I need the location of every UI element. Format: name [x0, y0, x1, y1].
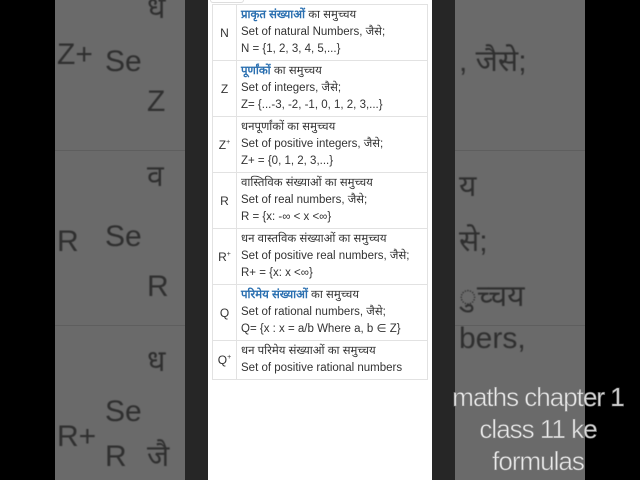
set-symbol — [213, 61, 237, 117]
hindi-title — [241, 7, 423, 24]
hindi-text: धनपूर्णांकों का समुच्चय — [241, 121, 336, 133]
bg-text: Se — [105, 395, 142, 428]
example-text: Q= {x : x = a/b Where a, b ∈ Z} — [241, 323, 401, 335]
bg-text: व — [147, 160, 164, 193]
bg-text: ध — [147, 345, 166, 378]
hindi-text: का समुच्चय — [305, 9, 357, 21]
symbol-sup: + — [226, 250, 231, 258]
hindi-link[interactable]: प्राकृत संख्याओं — [241, 9, 306, 21]
bg-text: R — [57, 225, 79, 258]
number-sets-table — [212, 4, 428, 380]
example-text: R+ = {x: x <∞} — [241, 267, 313, 279]
set-description — [237, 5, 428, 61]
bg-text: R — [105, 440, 127, 473]
set-symbol — [213, 117, 237, 173]
table-row — [213, 5, 428, 61]
table-row — [213, 173, 428, 229]
symbol-letter: Q — [219, 305, 230, 320]
hindi-text: धन परिमेय संख्याओं का समुच्चय — [241, 345, 376, 357]
symbol-letter: R — [220, 193, 229, 208]
symbol-letter: R — [218, 249, 227, 264]
symbol-letter: Z — [218, 137, 227, 152]
symbol-sup: + — [227, 354, 232, 361]
english-text: Set of real numbers, जैसे; — [241, 194, 368, 206]
bg-text: R — [147, 270, 169, 303]
overlay-caption-line1: maths chapter 1 — [452, 382, 624, 412]
hindi-title — [241, 231, 423, 248]
blurred-background-left — [55, 0, 185, 480]
set-description — [237, 61, 428, 117]
set-description — [237, 173, 428, 229]
bg-text: जै — [147, 440, 170, 473]
set-symbol — [213, 229, 237, 285]
set-symbol — [213, 285, 237, 341]
set-symbol — [213, 5, 237, 61]
set-description — [237, 117, 428, 173]
example-text: Z= {...-3, -2, -1, 0, 1, 2, 3,...} — [241, 99, 383, 111]
english-text: Set of natural Numbers, जैसे; — [241, 26, 386, 38]
example-text: Z+ = {0, 1, 2, 3,...} — [241, 155, 334, 167]
hindi-link[interactable]: परिमेय संख्याओं — [241, 289, 308, 301]
hindi-link[interactable]: पूर्णांकों — [241, 65, 271, 77]
english-text: Set of rational numbers, जैसे; — [241, 306, 386, 318]
bg-text: Se — [105, 220, 142, 253]
bg-text: R+ — [57, 420, 97, 453]
hindi-text: का समुच्चय — [270, 65, 322, 77]
set-symbol — [213, 173, 237, 229]
hindi-title — [241, 287, 423, 304]
table-row — [213, 229, 428, 285]
bg-text: Z+ — [57, 38, 93, 71]
overlay-caption-line3: formulas — [492, 446, 584, 476]
hindi-text: का समुच्चय — [307, 289, 360, 301]
hindi-title — [241, 343, 423, 360]
symbol-letter: Z — [220, 81, 229, 96]
table-row — [213, 61, 428, 117]
tab-fragment — [210, 0, 244, 3]
example-text: R = {x: -∞ < x <∞} — [241, 211, 332, 223]
table-row — [213, 117, 428, 173]
set-description — [237, 229, 428, 285]
bg-text: bers, — [459, 322, 526, 355]
hindi-title — [241, 175, 423, 192]
set-description — [237, 285, 428, 341]
hindi-title — [241, 119, 423, 136]
symbol-sup: + — [226, 138, 231, 146]
bg-text: , जैसे; — [459, 45, 527, 78]
symbol-letter: Q — [217, 353, 228, 367]
english-text: Set of positive rational numbers — [241, 362, 403, 374]
symbol-letter: N — [220, 25, 229, 40]
english-text: Set of integers, जैसे; — [241, 82, 342, 94]
set-symbol — [213, 341, 237, 380]
bg-text: य — [459, 170, 477, 203]
bg-text: ध — [147, 0, 166, 25]
bg-text: Se — [105, 45, 142, 78]
example-text: N = {1, 2, 3, 4, 5,...} — [241, 43, 341, 55]
bg-text: Z — [147, 85, 166, 118]
english-text: Set of positive integers, जैसे; — [241, 138, 384, 150]
hindi-text: धन वास्तविक संख्याओं का समुच्चय — [241, 233, 387, 245]
bg-text: से; — [459, 225, 488, 258]
set-description — [237, 341, 428, 380]
bg-text: ुच्चय — [459, 280, 525, 313]
overlay-caption-line2: class 11 ke — [479, 414, 597, 444]
english-text: Set of positive real numbers, जैसे; — [241, 250, 410, 262]
hindi-title — [241, 63, 423, 80]
hindi-text: वास्तिविक संख्याओं का समुच्चय — [241, 177, 373, 189]
table-row — [213, 341, 428, 380]
table-row — [213, 285, 428, 341]
